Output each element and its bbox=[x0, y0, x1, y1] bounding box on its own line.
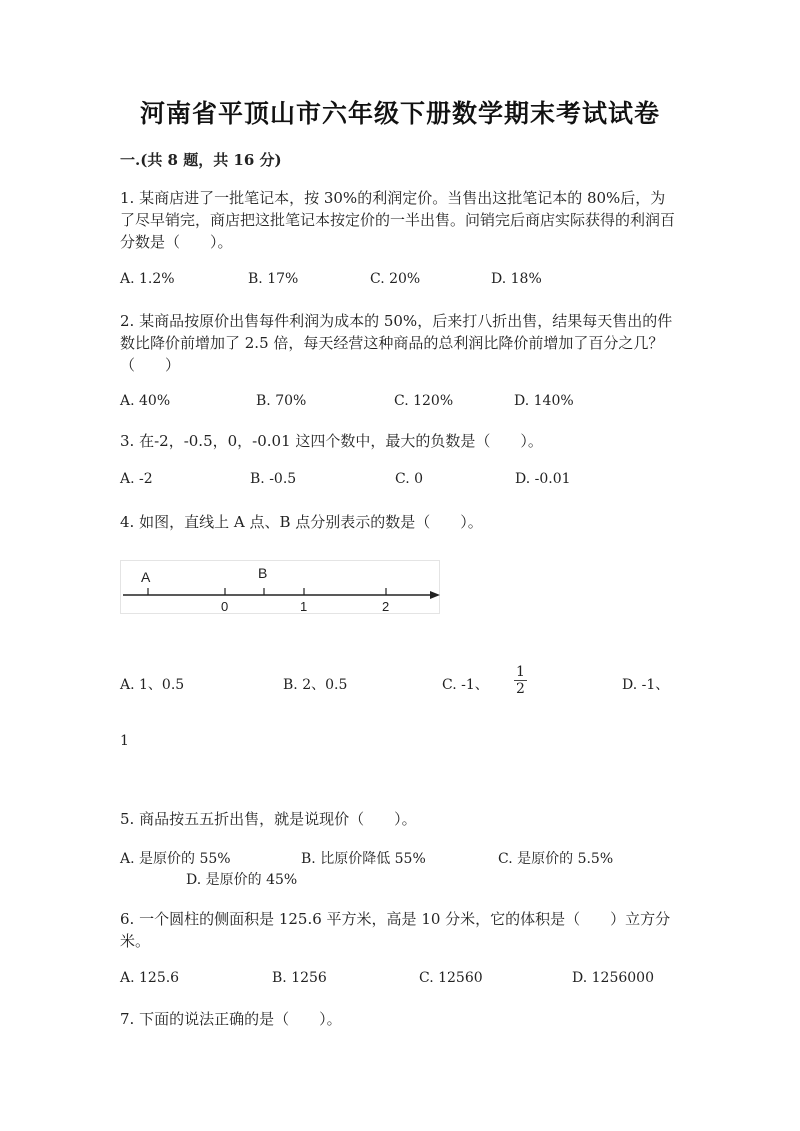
tick-label-0: 0 bbox=[221, 599, 229, 614]
q6-option-a[interactable]: A. 125.6 bbox=[120, 970, 180, 986]
point-label-b: B bbox=[258, 565, 268, 581]
q5-option-c[interactable]: C. 是原价的 5.5% bbox=[498, 851, 614, 867]
q6-option-d[interactable]: D. 1256000 bbox=[572, 970, 654, 986]
q1-option-d[interactable]: D. 18% bbox=[491, 271, 542, 287]
q4-option-c[interactable]: C. -1、 bbox=[442, 677, 489, 693]
q5-option-b[interactable]: B. 比原价降低 55% bbox=[301, 851, 426, 867]
question-5-text: 5. 商品按五五折出售，就是说现价（ ）。 bbox=[120, 810, 417, 828]
q1-option-c[interactable]: C. 20% bbox=[370, 271, 421, 287]
q4-option-d-continued: 1 bbox=[120, 733, 129, 749]
q3-option-a[interactable]: A. -2 bbox=[120, 471, 153, 487]
q3-option-b[interactable]: B. -0.5 bbox=[250, 471, 297, 487]
q5-option-d[interactable]: D. 是原价的 45% bbox=[186, 872, 298, 888]
q4-option-c-fraction bbox=[514, 664, 527, 697]
question-2-text: 2. 某商品按原价出售每件利润为成本的 50%，后来打八折出售，结果每天售出的件数比降价前增加了 2.5 倍，每天经营这种商品的总利润比降价前增加了百分之几？（ ） bbox=[120, 312, 673, 374]
q3-option-c[interactable]: C. 0 bbox=[395, 471, 424, 487]
tick-label-1: 1 bbox=[300, 599, 308, 614]
question-3-text: 3. 在-2，-0.5，0，-0.01 这四个数中，最大的负数是（ ）。 bbox=[120, 432, 543, 450]
q4-option-b[interactable]: B. 2、0.5 bbox=[283, 677, 348, 693]
q2-option-b[interactable]: B. 70% bbox=[256, 393, 307, 409]
q4-option-a[interactable]: A. 1、0.5 bbox=[120, 677, 185, 693]
point-label-a: A bbox=[141, 569, 151, 585]
page-title: 河南省平顶山市六年级下册数学期末考试试卷 bbox=[139, 99, 660, 128]
q6-option-b[interactable]: B. 1256 bbox=[272, 970, 327, 986]
question-6-text: 6. 一个圆柱的侧面积是 125.6 平方米，高是 10 分米，它的体积是（ ）立方分米。 bbox=[120, 910, 671, 950]
section-heading: 一.(共 8 题，共 16 分) bbox=[120, 151, 282, 169]
q1-option-b[interactable]: B. 17% bbox=[248, 271, 299, 287]
number-line-figure bbox=[120, 560, 450, 620]
question-4-text: 4. 如图，直线上 A 点、B 点分别表示的数是（ ）。 bbox=[120, 513, 483, 531]
q6-option-c[interactable]: C. 12560 bbox=[419, 970, 483, 986]
figure-frame bbox=[121, 561, 440, 614]
fraction-numerator: 1 bbox=[516, 664, 525, 680]
q3-option-d[interactable]: D. -0.01 bbox=[515, 471, 571, 487]
q2-option-a[interactable]: A. 40% bbox=[120, 393, 171, 409]
q5-option-a[interactable]: A. 是原价的 55% bbox=[120, 851, 231, 867]
question-7-text: 7. 下面的说法正确的是（ ）。 bbox=[120, 1010, 342, 1028]
question-1-text: 1. 某商店进了一批笔记本，按 30%的利润定价。当售出这批笔记本的 80%后，为了尽早销完，商店把这批笔记本按定价的一半出售。问销完后商店实际获得的利润百分数是（ ）。 bbox=[120, 189, 676, 251]
tick-label-2: 2 bbox=[382, 599, 390, 614]
fraction-denominator: 2 bbox=[516, 681, 525, 697]
q1-option-a[interactable]: A. 1.2% bbox=[120, 271, 175, 287]
q2-option-c[interactable]: C. 120% bbox=[394, 393, 454, 409]
q2-option-d[interactable]: D. 140% bbox=[514, 393, 574, 409]
q4-option-d[interactable]: D. -1、 bbox=[622, 677, 670, 693]
